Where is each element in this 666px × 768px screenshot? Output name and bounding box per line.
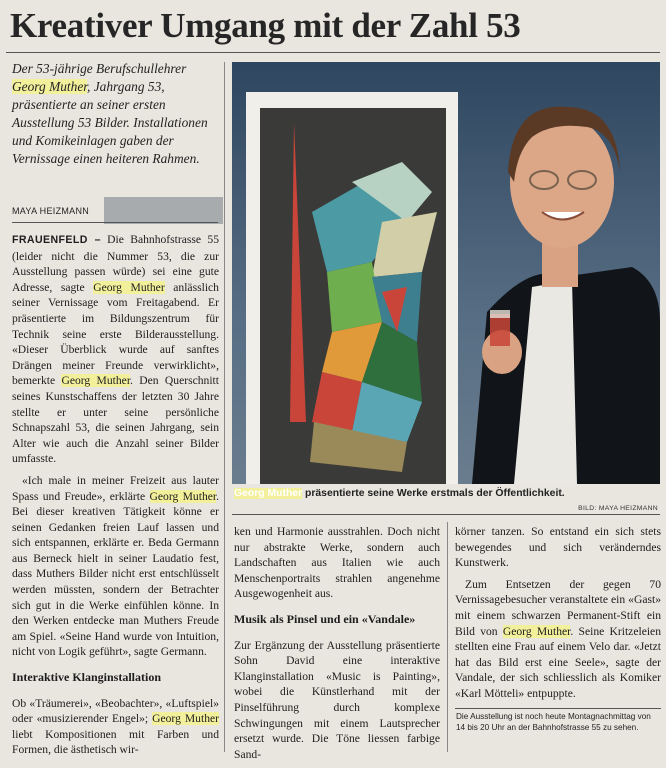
note-rule [455,708,661,709]
article-paragraph-5: Zur Ergänzung der Ausstellung präsentierte Sohn David eine interaktive Klanginstallation «Music is Painting», wobei die Künstlerhand mit der Pinselführung durch komplexe Schwingungen mit einem Lautsprecher ersetzt wurde. Die Töne liessen farbige Sand- [234,638,440,761]
name-highlight: Georg Muther [152,712,219,726]
article-paragraph-7: Zum Entsetzen der gegen 70 Vernissagebesucher veranstaltete ein «Gast» mit einem schwarzen Permanent-Stift ein Bild von Georg Muther. Seine Kritzeleien stellten eine Frau auf einem Velo dar. «Jetzt hat das Bild erst eine Seele», sagte der Vandale, der sich schliesslich als Komiker «Karl Mötteli» entpuppte. [455,577,661,700]
headline: Kreativer Umgang mit der Zahl 53 [10,6,521,45]
photo-illustration [232,62,660,484]
lead-name-highlight: Georg Muther [12,79,88,94]
lead-text-a: Der 53-jährige Berufschullehrer [12,61,187,76]
subheading-musik: Musik als Pinsel und ein «Vandale» [234,611,416,626]
byline-rule [12,222,218,223]
redaction-box [104,197,223,224]
article-paragraph-2: «Ich male in meiner Freizeit aus lauter Spass und Freude», erklärte Georg Muther. Bei dieser kreativen Tätigkeit könne er seinen Gedanken freien Lauf lassen und sich entspannen, erklärte er. Beda Germann aus Berneck hielt in seiner Laudatio fest, dass Muthers Bilder nicht erst entschlüsselt werden müssten, sondern der Betrachter sich gut in die Werke einfühlen könne. In den Werken entdecke man Muthers Freude am Spiel. «Seine Hand wurde von Intuition, nicht von Logik geführt», sagte Germann. [12,473,220,659]
photo-caption: Georg Muther präsentierte seine Werke erstmals der Öffentlichkeit. [234,488,565,499]
dateline: FRAUENFELD – [12,234,101,246]
headline-rule [6,52,660,53]
caption-name-highlight: Georg Muther [234,488,303,499]
caption-rule [232,514,660,515]
name-highlight: Georg Muther [93,280,165,294]
article-column-3 [455,524,661,708]
article-photo [232,62,660,484]
lead-text-b: , Jahrgang 53, präsentierte an seiner ersten Ausstellung 53 Bilder. Installationen und Komikeinlagen gaben der Vernissage einen heiteren Rahmen. [12,79,208,166]
article-column-1 [12,232,219,764]
name-highlight: Georg Muther [149,489,217,503]
name-highlight: Georg Muther [502,624,571,638]
author-byline: MAYA HEIZMANN [12,206,90,216]
article-paragraph-1: FRAUENFELD – Die Bahnhofstrasse 55 (leider nicht die Nummer 53, die zur Ausstellung passen würde) sei eine gute Adresse, sagte Georg Muther anlässlich seiner Vernissage vom Freitagabend. Er präsentierte im Bildungszentrum für Technik seine erste Bilderausstellung. «Dieser Überblick wurde auf sanftes Drängen meiner Freunde verwirklicht», bemerkte Georg Muther. Den Querschnitt seines Kunstschaffens der letzten 30 Jahre stellte er unter seine persönliche Schnapszahl 53, die seinen Jahrgang, sein Alter wie auch die Anzahl seiner Bilder umfasste. [12,233,220,466]
article-paragraph-6: körner tanzen. So entstand ein sich stets bewegendes und sich veränderndes Kunstwerk. [455,525,661,570]
column-divider [447,522,448,752]
article-paragraph-4: ken und Harmonie ausstrahlen. Doch nicht nur abstrakte Werke, sondern auch Landschaften aus Italien wie auch Menschenportraits strahlen angenehme Ausgewogenheit aus. [234,525,440,601]
subheading-klanginstallation: Interaktive Klanginstallation [12,670,162,685]
column-divider [224,62,225,752]
article-paragraph-3: Ob «Träumerei», «Beobachter», «Luftspiel» oder «musizierender Engel»; Georg Muther liebt Kompositionen mit Farben und Formen, die ästhetisch wir- [12,696,219,757]
photo-credit: BILD: MAYA HEIZMANN [578,505,658,512]
name-highlight: Georg Muther [61,374,131,388]
exhibition-note: Die Ausstellung ist noch heute Montagnachmittag von 14 bis 20 Uhr an der Bahnhofstrasse 55 zu sehen. [456,712,651,732]
lead-paragraph [12,60,218,168]
article-column-2 [234,524,440,768]
